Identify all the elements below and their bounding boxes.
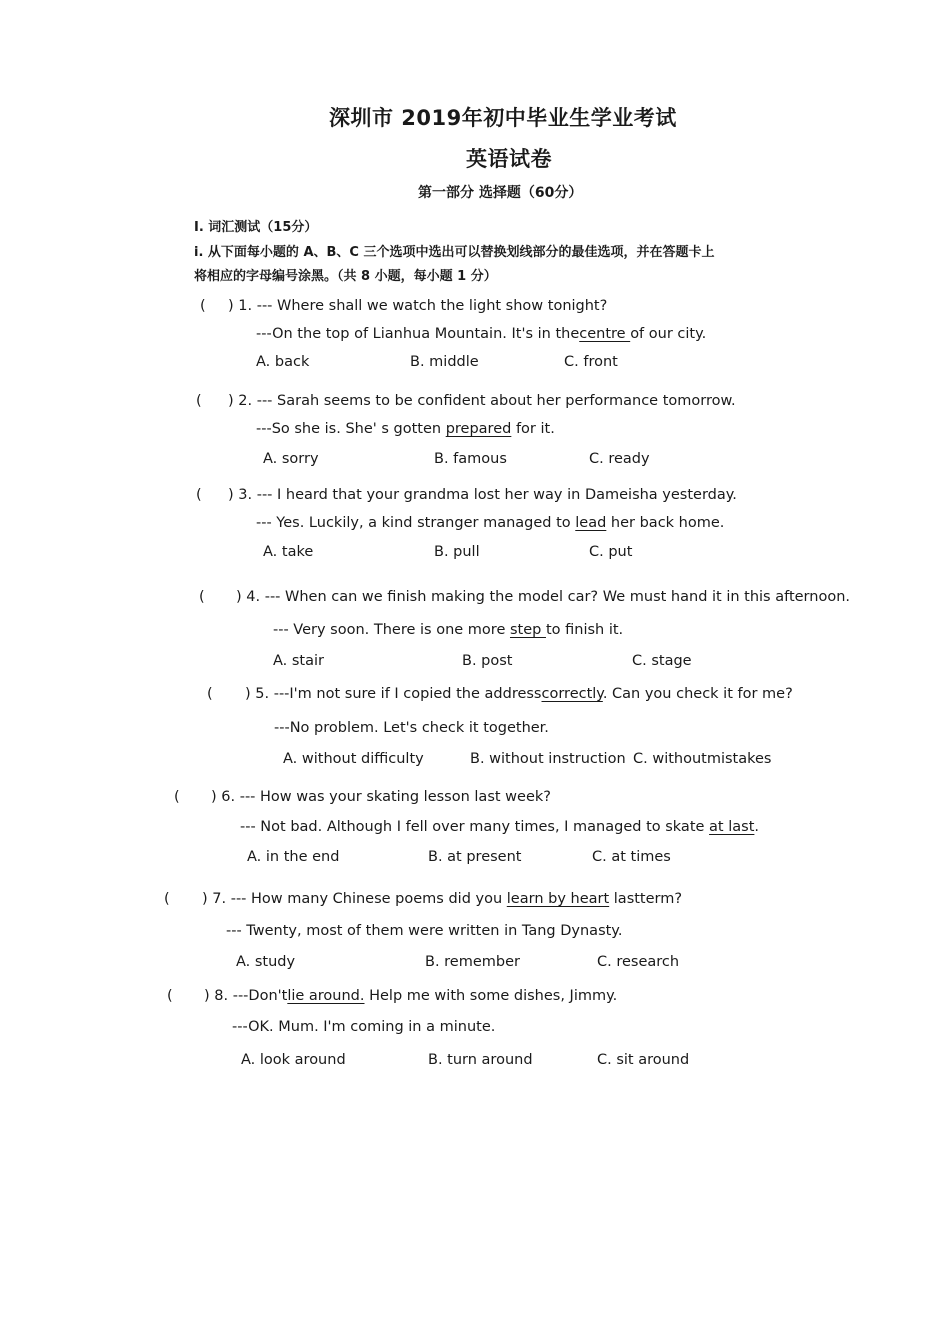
- answer-text-post: her back home.: [606, 515, 725, 531]
- option-b[interactable]: B. remember: [425, 954, 520, 970]
- answer-bracket-open[interactable]: (: [167, 988, 173, 1004]
- option-b[interactable]: B. at present: [428, 849, 522, 865]
- question-stem: ) 3. --- I heard that your grandma lost her way in Dameisha yesterday.: [228, 487, 737, 503]
- answer-text: --- Not bad. Although I fell over many times, I managed to skate: [240, 819, 710, 835]
- underlined-word: prepared: [445, 421, 512, 437]
- answer-line: [273, 622, 623, 638]
- answer-line: ---No problem. Let's check it together.: [274, 720, 549, 736]
- option-c[interactable]: C. sit around: [597, 1052, 690, 1068]
- answer-line: --- Twenty, most of them were written in Tang Dynasty.: [226, 923, 623, 939]
- option-c[interactable]: C. put: [589, 544, 633, 560]
- question-stem: ) 4. --- When can we finish making the model car? We must hand it in this afternoon.: [236, 589, 850, 605]
- answer-bracket-open[interactable]: (: [196, 393, 202, 409]
- option-b[interactable]: B. famous: [434, 451, 507, 467]
- underlined-word: lie around.: [287, 988, 365, 1004]
- question-stem: [202, 891, 682, 907]
- option-a[interactable]: A. without difficulty: [283, 751, 424, 767]
- option-c[interactable]: C. ready: [589, 451, 650, 467]
- underlined-word: step: [509, 622, 546, 638]
- question-stem: [245, 686, 793, 702]
- option-a[interactable]: A. take: [263, 544, 314, 560]
- question-text: ) 8. ---Don't: [204, 988, 288, 1004]
- answer-line: [256, 515, 724, 531]
- underlined-word: lead: [575, 515, 607, 531]
- question-text: ) 5. ---I'm not sure if I copied the address: [245, 686, 542, 702]
- question-stem: ) 6. --- How was your skating lesson last week?: [211, 789, 551, 805]
- question-text-post: . Can you check it for me?: [602, 686, 793, 702]
- answer-text-post: of our city.: [630, 326, 707, 342]
- section-heading: I. 词汇测试（15分）: [194, 220, 318, 235]
- answer-line: [256, 421, 555, 437]
- answer-bracket-open[interactable]: (: [196, 487, 202, 503]
- section-instruction-line2: 将相应的字母编号涂黑。（共 8 小题，每小题 1 分）: [194, 269, 497, 284]
- option-c[interactable]: C. stage: [632, 653, 692, 669]
- question-stem: ) 1. --- Where shall we watch the light show tonight?: [228, 298, 608, 314]
- answer-line: [256, 326, 706, 342]
- option-a[interactable]: A. study: [236, 954, 296, 970]
- underlined-word: correctly: [541, 686, 603, 702]
- option-a[interactable]: A. sorry: [263, 451, 319, 467]
- question-stem: [204, 988, 617, 1004]
- option-b[interactable]: B. turn around: [428, 1052, 533, 1068]
- section-instruction-line1: i. 从下面每小题的 A、B、C 三个选项中选出可以替换划线部分的最佳选项，并在答题卡上: [194, 245, 715, 260]
- answer-text-post: to finish it.: [545, 622, 624, 638]
- answer-bracket-open[interactable]: (: [207, 686, 213, 702]
- part-heading: 第一部分 选择题（60分）: [418, 185, 583, 201]
- option-b[interactable]: B. without instruction: [470, 751, 626, 767]
- page-subtitle: 英语试卷: [466, 147, 552, 171]
- option-a[interactable]: A. look around: [241, 1052, 346, 1068]
- answer-bracket-open[interactable]: (: [200, 298, 206, 314]
- answer-text: --- Very soon. There is one more: [273, 622, 510, 638]
- answer-bracket-open[interactable]: (: [164, 891, 170, 907]
- answer-text: ---On the top of Lianhua Mountain. It's in the: [256, 326, 580, 342]
- answer-bracket-open[interactable]: (: [174, 789, 180, 805]
- underlined-word: learn by heart: [506, 891, 610, 907]
- option-a[interactable]: A. in the end: [247, 849, 340, 865]
- option-b[interactable]: B. pull: [434, 544, 480, 560]
- option-c[interactable]: C. withoutmistakes: [633, 751, 772, 767]
- question-text: ) 7. --- How many Chinese poems did you: [202, 891, 507, 907]
- answer-text-post: .: [754, 819, 759, 835]
- option-b[interactable]: B. post: [462, 653, 513, 669]
- answer-bracket-open[interactable]: (: [199, 589, 205, 605]
- answer-text: --- Yes. Luckily, a kind stranger managed to: [256, 515, 576, 531]
- option-a[interactable]: A. back: [256, 354, 310, 370]
- answer-text-post: for it.: [511, 421, 555, 437]
- question-text-post: lastterm?: [609, 891, 683, 907]
- answer-line: ---OK. Mum. I'm coming in a minute.: [232, 1019, 496, 1035]
- option-c[interactable]: C. front: [564, 354, 618, 370]
- option-c[interactable]: C. at times: [592, 849, 671, 865]
- answer-text: ---So she is. She' s gotten: [256, 421, 446, 437]
- underlined-word: centre: [579, 326, 631, 342]
- option-a[interactable]: A. stair: [273, 653, 324, 669]
- answer-line: [240, 819, 759, 835]
- question-text-post: Help me with some dishes, Jimmy.: [364, 988, 618, 1004]
- option-b[interactable]: B. middle: [410, 354, 479, 370]
- option-c[interactable]: C. research: [597, 954, 680, 970]
- underlined-word: at last: [709, 819, 755, 835]
- question-stem: ) 2. --- Sarah seems to be confident about her performance tomorrow.: [228, 393, 736, 409]
- page-title: 深圳市 2019年初中毕业生学业考试: [329, 106, 677, 130]
